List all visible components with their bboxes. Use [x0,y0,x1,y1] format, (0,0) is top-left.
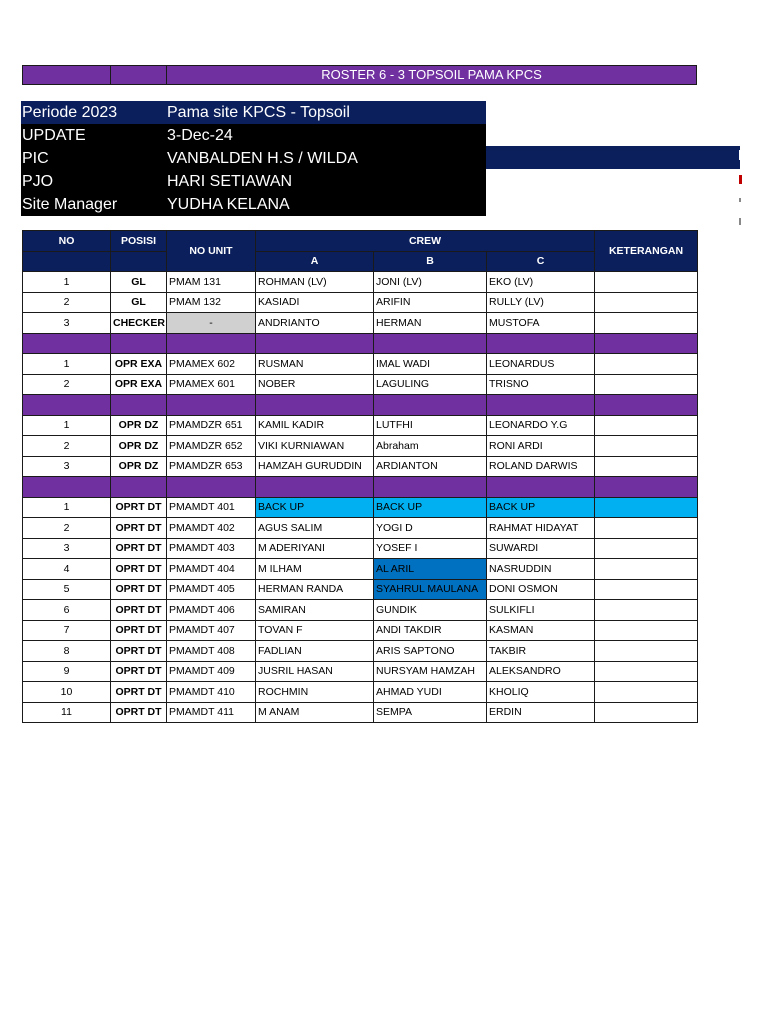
row-unit: PMAMDT 409 [167,661,256,682]
row-posisi: OPR EXA [111,354,167,375]
row-crew-c: ROLAND DARWIS [487,456,595,477]
row-crew-b: Abraham [374,436,487,457]
row-no: 3 [23,313,111,334]
row-no: 7 [23,620,111,641]
row-posisi: OPRT DT [111,518,167,539]
row-no: 6 [23,600,111,621]
info-row-update [21,124,486,147]
row-crew-c: KHOLIQ [487,682,595,703]
group-separator [23,477,698,498]
separator-cell [256,477,374,498]
row-no: 3 [23,538,111,559]
row-unit: PMAMDZR 652 [167,436,256,457]
separator-cell [487,395,595,416]
title-cell-blank [23,66,111,84]
row-crew-b: AHMAD YUDI [374,682,487,703]
row-unit: PMAMDT 401 [167,497,256,518]
separator-cell [595,333,698,354]
roster-title-bar [22,65,697,85]
table-row [23,620,698,641]
separator-cell [23,395,111,416]
row-keterangan [595,456,698,477]
row-crew-c: NASRUDDIN [487,559,595,580]
row-unit: PMAM 131 [167,272,256,293]
row-unit: PMAMDZR 651 [167,415,256,436]
row-unit: PMAMDT 410 [167,682,256,703]
row-crew-a: AGUS SALIM [256,518,374,539]
row-crew-b: BACK UP [374,497,487,518]
row-keterangan [595,415,698,436]
row-crew-c: MUSTOFA [487,313,595,334]
roster-table [22,230,698,723]
row-unit: PMAM 132 [167,292,256,313]
table-row [23,600,698,621]
header-crew-b: B [374,251,487,272]
row-crew-c: ALEKSANDRO [487,661,595,682]
row-keterangan [595,313,698,334]
row-unit: PMAMDT 408 [167,641,256,662]
separator-cell [256,333,374,354]
table-row [23,456,698,477]
info-label: PIC [22,150,49,167]
row-keterangan [595,518,698,539]
row-crew-b: HERMAN [374,313,487,334]
table-row [23,538,698,559]
separator-cell [111,477,167,498]
row-crew-c: SULKIFLI [487,600,595,621]
info-value: Pama site KPCS - Topsoil [167,104,350,121]
row-crew-b: GUNDIK [374,600,487,621]
row-posisi: GL [111,292,167,313]
row-posisi: CHECKER [111,313,167,334]
row-crew-b: ARIFIN [374,292,487,313]
row-crew-a: M ADERIYANI [256,538,374,559]
row-no: 5 [23,579,111,600]
row-crew-a: FADLIAN [256,641,374,662]
row-no: 2 [23,436,111,457]
header-row [23,231,698,252]
info-value: YUDHA KELANA [167,196,290,213]
row-keterangan [595,641,698,662]
separator-cell [374,333,487,354]
cell-fragment [739,198,741,202]
row-crew-a: TOVAN F [256,620,374,641]
row-unit: PMAMDT 406 [167,600,256,621]
row-posisi: OPRT DT [111,579,167,600]
info-label: Site Manager [22,196,118,213]
cell-fragment [739,175,742,184]
row-no: 11 [23,702,111,723]
row-unit: PMAMDT 403 [167,538,256,559]
table-row [23,415,698,436]
table-row [23,354,698,375]
row-crew-a: M ANAM [256,702,374,723]
row-crew-a: VIKI KURNIAWAN [256,436,374,457]
table-row [23,579,698,600]
info-value: VANBALDEN H.S / WILDA [167,150,358,167]
row-crew-c: TAKBIR [487,641,595,662]
separator-cell [111,395,167,416]
row-posisi: OPRT DT [111,682,167,703]
row-crew-a: KASIADI [256,292,374,313]
row-posisi: OPR DZ [111,456,167,477]
row-posisi: OPRT DT [111,497,167,518]
row-keterangan [595,272,698,293]
header-no-unit: NO UNIT [167,231,256,272]
table-row [23,272,698,293]
row-crew-c: KASMAN [487,620,595,641]
info-value: HARI SETIAWAN [167,173,293,190]
row-crew-b: NURSYAM HAMZAH [374,661,487,682]
row-no: 2 [23,518,111,539]
roster-body [23,272,698,723]
row-posisi: OPRT DT [111,538,167,559]
table-row [23,682,698,703]
info-row-periode [21,101,486,124]
header-no: NO [23,231,111,252]
separator-cell [487,477,595,498]
row-unit: PMAMEX 601 [167,374,256,395]
table-row [23,436,698,457]
row-unit: PMAMEX 602 [167,354,256,375]
table-row [23,518,698,539]
row-crew-b: IMAL WADI [374,354,487,375]
row-no: 2 [23,292,111,313]
row-keterangan [595,497,698,518]
row-no: 2 [23,374,111,395]
header-crew-c: C [487,251,595,272]
row-posisi: OPRT DT [111,559,167,580]
row-keterangan [595,538,698,559]
row-unit: PMAMDZR 653 [167,456,256,477]
table-row [23,661,698,682]
row-posisi: OPR DZ [111,415,167,436]
row-crew-b: JONI (LV) [374,272,487,293]
row-crew-a: ROCHMIN [256,682,374,703]
row-keterangan [595,292,698,313]
row-crew-a: NOBER [256,374,374,395]
row-crew-c: RONI ARDI [487,436,595,457]
row-posisi: GL [111,272,167,293]
row-crew-a: HERMAN RANDA [256,579,374,600]
row-posisi: OPRT DT [111,702,167,723]
header-keterangan: KETERANGAN [595,231,698,272]
row-keterangan [595,702,698,723]
separator-cell [23,477,111,498]
info-row-pic [21,147,486,170]
group-separator [23,395,698,416]
row-posisi: OPRT DT [111,600,167,621]
row-crew-b: SEMPA [374,702,487,723]
header-blank [111,251,167,272]
row-crew-a: HAMZAH GURUDDIN [256,456,374,477]
row-keterangan [595,354,698,375]
separator-cell [256,395,374,416]
row-no: 8 [23,641,111,662]
group-separator [23,333,698,354]
cell-fragment [739,218,741,225]
row-posisi: OPRT DT [111,620,167,641]
row-crew-a: KAMIL KADIR [256,415,374,436]
row-unit: PMAMDT 402 [167,518,256,539]
table-row [23,559,698,580]
info-block [21,101,486,216]
row-no: 1 [23,354,111,375]
row-no: 10 [23,682,111,703]
row-keterangan [595,661,698,682]
table-row [23,292,698,313]
info-value: 3-Dec-24 [167,127,233,144]
row-crew-b: YOGI D [374,518,487,539]
separator-cell [167,395,256,416]
row-posisi: OPR DZ [111,436,167,457]
row-unit: PMAMDT 411 [167,702,256,723]
separator-cell [487,333,595,354]
row-crew-a: SAMIRAN [256,600,374,621]
row-crew-c: TRISNO [487,374,595,395]
row-crew-c: RAHMAT HIDAYAT [487,518,595,539]
row-no: 1 [23,272,111,293]
table-row [23,641,698,662]
separator-cell [374,477,487,498]
row-crew-a: JUSRIL HASAN [256,661,374,682]
row-crew-c: SUWARDI [487,538,595,559]
separator-cell [374,395,487,416]
separator-cell [111,333,167,354]
info-row-site-manager [21,193,486,216]
table-row [23,497,698,518]
row-unit: PMAMDT 405 [167,579,256,600]
row-crew-b: ARDIANTON [374,456,487,477]
table-row [23,374,698,395]
separator-cell [167,333,256,354]
row-crew-b: YOSEF I [374,538,487,559]
header-crew-a: A [256,251,374,272]
title-cell-blank [111,66,167,84]
row-keterangan [595,374,698,395]
row-posisi: OPRT DT [111,641,167,662]
row-no: 3 [23,456,111,477]
row-keterangan [595,436,698,457]
row-no: 1 [23,415,111,436]
row-crew-b: AL ARIL [374,559,487,580]
header-blank [23,251,111,272]
row-crew-c: DONI OSMON [487,579,595,600]
row-unit: - [167,313,256,334]
row-posisi: OPR EXA [111,374,167,395]
row-unit: PMAMDT 404 [167,559,256,580]
row-no: 4 [23,559,111,580]
row-keterangan [595,579,698,600]
row-crew-a: M ILHAM [256,559,374,580]
row-crew-a: ROHMAN (LV) [256,272,374,293]
row-keterangan [595,620,698,641]
row-crew-c: BACK UP [487,497,595,518]
row-crew-c: LEONARDUS [487,354,595,375]
row-unit: PMAMDT 407 [167,620,256,641]
table-row [23,313,698,334]
header-posisi: POSISI [111,231,167,252]
row-crew-a: ANDRIANTO [256,313,374,334]
info-label: PJO [22,173,54,190]
row-crew-b: ARIS SAPTONO [374,641,487,662]
separator-cell [167,477,256,498]
separator-cell [23,333,111,354]
pic-row-extension [486,146,740,169]
info-row-pjo [21,170,486,193]
row-crew-b: ANDI TAKDIR [374,620,487,641]
cell-fragment [739,150,742,160]
row-crew-b: LUTFHI [374,415,487,436]
roster-title: ROSTER 6 - 3 TOPSOIL PAMA KPCS [321,67,542,82]
separator-cell [595,477,698,498]
row-crew-c: LEONARDO Y.G [487,415,595,436]
row-keterangan [595,559,698,580]
row-crew-c: RULLY (LV) [487,292,595,313]
row-crew-c: EKO (LV) [487,272,595,293]
row-crew-b: SYAHRUL MAULANA [374,579,487,600]
header-crew: CREW [256,231,595,252]
row-crew-b: LAGULING [374,374,487,395]
row-keterangan [595,600,698,621]
row-crew-a: BACK UP [256,497,374,518]
row-crew-c: ERDIN [487,702,595,723]
separator-cell [595,395,698,416]
row-crew-a: RUSMAN [256,354,374,375]
row-posisi: OPRT DT [111,661,167,682]
row-no: 9 [23,661,111,682]
info-label: UPDATE [22,127,86,144]
info-label: Periode 2023 [22,104,118,121]
table-row [23,702,698,723]
row-no: 1 [23,497,111,518]
row-keterangan [595,682,698,703]
